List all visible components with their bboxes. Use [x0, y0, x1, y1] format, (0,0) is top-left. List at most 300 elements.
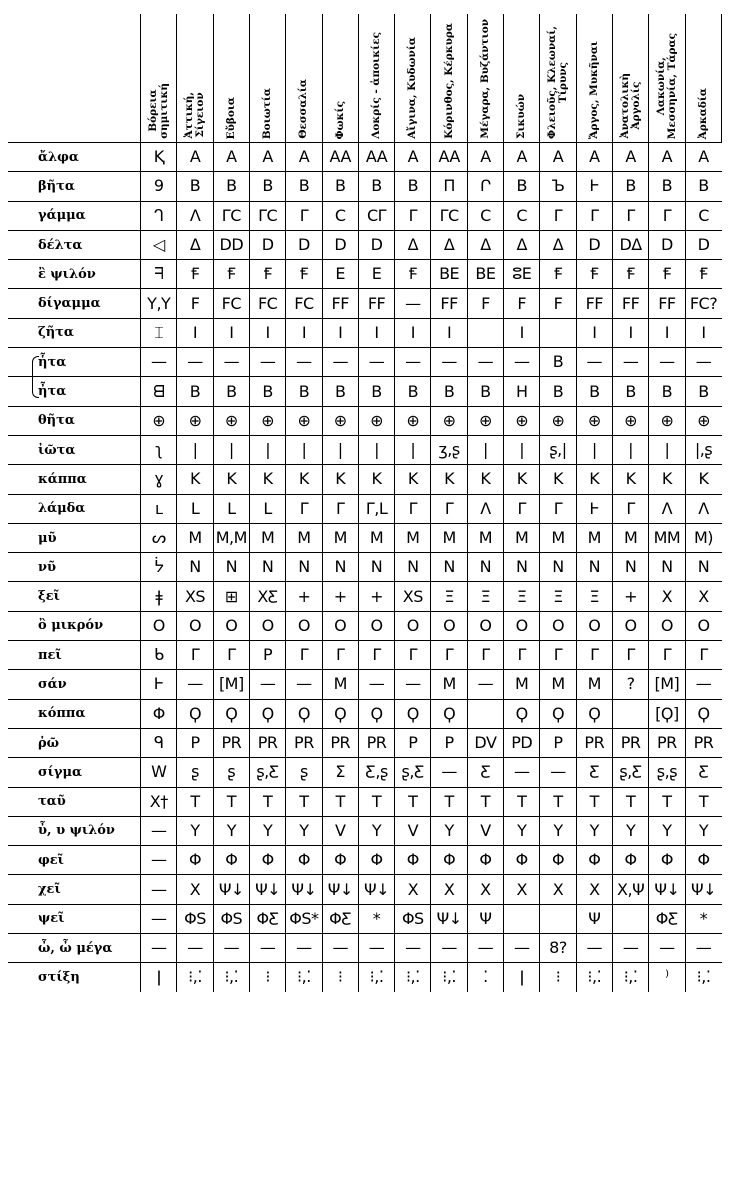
letter-cell: ᔕ: [141, 523, 177, 552]
row-label: ψεῖ: [8, 904, 141, 933]
letter-cell: P: [540, 728, 576, 757]
letter-cell: ΦS: [213, 904, 249, 933]
letter-cell: O: [576, 611, 612, 640]
column-header-text: Βοιωτία: [261, 87, 274, 139]
letter-cell: Π: [431, 172, 467, 201]
letter-cell: P: [177, 728, 213, 757]
letter-cell: L: [213, 494, 249, 523]
letter-cell: X†: [141, 787, 177, 816]
column-header: [685, 14, 721, 143]
letter-cell: Φ: [649, 846, 685, 875]
table-row: [8, 963, 722, 992]
letter-cell: X: [504, 875, 540, 904]
letter-cell: [Ϙ]: [649, 699, 685, 728]
letter-cell: Ꞙ: [177, 260, 213, 289]
letter-cell: N: [540, 553, 576, 582]
letter-cell: B: [249, 172, 285, 201]
table-row: [8, 553, 722, 582]
brace-icon: [32, 376, 39, 397]
letter-cell: L: [249, 494, 285, 523]
letter-cell: I: [358, 318, 394, 347]
letter-cell: 8?: [540, 934, 576, 963]
letter-cell: T: [358, 787, 394, 816]
letter-cell: Γ: [649, 641, 685, 670]
letter-cell: +: [322, 582, 358, 611]
letter-cell: Λ: [685, 494, 721, 523]
letter-cell: Ϙ: [213, 699, 249, 728]
letter-cell: PR: [213, 728, 249, 757]
letter-cell: AA: [322, 143, 358, 172]
letter-cell: Φ: [431, 846, 467, 875]
letter-cell: Ϙ: [322, 699, 358, 728]
letter-cell: Ψ↓: [213, 875, 249, 904]
letter-cell: ⁝: [540, 963, 576, 992]
letter-cell: D: [685, 230, 721, 259]
letter-cell: Γ,L: [358, 494, 394, 523]
row-label: ὖ, υ ψιλόν: [8, 816, 141, 845]
letter-cell: ᒉ: [141, 201, 177, 230]
letter-cell: Y: [286, 816, 322, 845]
letter-cell: C: [504, 201, 540, 230]
letter-cell: —: [286, 670, 322, 699]
letter-cell: D: [322, 230, 358, 259]
letter-cell: B: [504, 172, 540, 201]
letter-cell: T: [649, 787, 685, 816]
letter-cell: K: [504, 465, 540, 494]
letter-cell: M: [540, 670, 576, 699]
letter-cell: —: [141, 348, 177, 377]
letter-cell: Ƹ: [685, 758, 721, 787]
letter-cell: K: [177, 465, 213, 494]
letter-cell: ⁝,⁚: [213, 963, 249, 992]
letter-cell: Δ: [467, 230, 503, 259]
letter-cell: —: [467, 670, 503, 699]
letter-cell: T: [612, 787, 648, 816]
letter-cell: X: [576, 875, 612, 904]
letter-cell: BE: [467, 260, 503, 289]
letter-cell: ΓC: [249, 201, 285, 230]
letter-cell: ⊕: [249, 406, 285, 435]
letter-cell: Ꞙ: [286, 260, 322, 289]
letter-cell: Ꞙ: [685, 260, 721, 289]
row-label: σάν: [8, 670, 141, 699]
row-label: γάμμα: [8, 201, 141, 230]
letter-cell: B: [213, 172, 249, 201]
row-label: στίξη: [38, 969, 80, 985]
letter-cell: ʂ: [177, 758, 213, 787]
letter-cell: Ͱ: [141, 670, 177, 699]
letter-cell: A: [540, 143, 576, 172]
letter-cell: ⊕: [177, 406, 213, 435]
letter-cell: I: [322, 318, 358, 347]
letter-cell: —: [213, 348, 249, 377]
letter-cell: Γ: [358, 641, 394, 670]
letter-cell: Γ: [576, 201, 612, 230]
column-header-text: Βόρεια σημιτική: [146, 83, 170, 139]
letter-cell: —: [177, 348, 213, 377]
letter-cell: F: [467, 289, 503, 318]
letter-cell: Λ: [649, 494, 685, 523]
letter-cell: ⊕: [685, 406, 721, 435]
letter-cell: Y: [249, 816, 285, 845]
letter-cell: ⊕: [431, 406, 467, 435]
letter-cell: Ր: [467, 172, 503, 201]
letter-cell: X: [649, 582, 685, 611]
letter-cell: |: [576, 435, 612, 464]
letter-cell: FC: [249, 289, 285, 318]
letter-cell: I: [213, 318, 249, 347]
letter-cell: B: [612, 377, 648, 406]
letter-cell: [504, 904, 540, 933]
letter-cell: ΦS: [395, 904, 431, 933]
column-header-text: Ἀττική, Σίγειον: [183, 92, 207, 139]
letter-cell: M: [322, 670, 358, 699]
letter-cell: N: [504, 553, 540, 582]
letter-cell: Δ: [177, 230, 213, 259]
letter-cell: K: [467, 465, 503, 494]
letter-cell: Γ: [395, 641, 431, 670]
letter-cell: Γ: [213, 641, 249, 670]
letter-cell: —: [612, 934, 648, 963]
column-header-text: Λακωνία, Μεσσηνία, Τάρας: [654, 32, 678, 139]
letter-cell: F: [540, 289, 576, 318]
table-row: [8, 377, 722, 406]
letter-cell: A: [576, 143, 612, 172]
letter-cell: ΦS: [177, 904, 213, 933]
row-label: δίγαμμα: [8, 289, 141, 318]
row-label: ἦτα: [8, 377, 141, 406]
letter-cell: —: [395, 934, 431, 963]
letter-cell: Λ: [177, 201, 213, 230]
letter-cell: Ξ: [467, 582, 503, 611]
letter-cell: Φ: [540, 846, 576, 875]
letter-cell: ⊕: [612, 406, 648, 435]
letter-cell: ⁝,⁚: [286, 963, 322, 992]
letter-cell: —: [358, 348, 394, 377]
letter-cell: M: [576, 523, 612, 552]
letter-cell: ʂ,ʂ: [649, 758, 685, 787]
row-label: ταῦ: [8, 787, 141, 816]
letter-cell: PR: [649, 728, 685, 757]
letter-cell: I: [504, 318, 540, 347]
column-header-text: Εὔβοια: [224, 96, 237, 139]
letter-cell: K: [612, 465, 648, 494]
letter-cell: V: [395, 816, 431, 845]
letter-cell: —: [177, 934, 213, 963]
letter-cell: M: [576, 670, 612, 699]
letter-cell: |,ʂ: [685, 435, 721, 464]
letter-cell: —: [177, 670, 213, 699]
letter-cell: K: [395, 465, 431, 494]
letter-cell: Σ: [322, 758, 358, 787]
row-label: ἰῶτα: [8, 435, 141, 464]
letter-cell: Φ: [395, 846, 431, 875]
letter-cell: M: [540, 523, 576, 552]
row-label: λάμδα: [8, 494, 141, 523]
letter-cell: —: [467, 934, 503, 963]
letter-cell: M: [504, 523, 540, 552]
table-row: [8, 260, 722, 289]
letter-cell: ◁: [141, 230, 177, 259]
letter-cell: Ψ↓: [249, 875, 285, 904]
letter-cell: Φ: [249, 846, 285, 875]
letter-cell: T: [540, 787, 576, 816]
table-body: [8, 143, 722, 992]
letter-cell: Γ: [612, 641, 648, 670]
letter-cell: N: [576, 553, 612, 582]
letter-cell: ʂ,Ƹ: [395, 758, 431, 787]
letter-cell: ⊕: [649, 406, 685, 435]
letter-cell: Ⱪ: [141, 143, 177, 172]
letter-cell: |: [322, 435, 358, 464]
letter-cell: Ψ↓: [286, 875, 322, 904]
letter-cell: A: [249, 143, 285, 172]
letter-cell: —: [576, 934, 612, 963]
table-row: [8, 699, 722, 728]
letter-cell: Y: [685, 816, 721, 845]
letter-cell: Φ: [612, 846, 648, 875]
letter-cell: —: [431, 348, 467, 377]
letter-cell: Y: [612, 816, 648, 845]
letter-cell: Ξ: [431, 582, 467, 611]
letter-cell: M: [177, 523, 213, 552]
letter-cell: —: [141, 904, 177, 933]
letter-cell: ⁝,⁚: [576, 963, 612, 992]
letter-cell: Γ: [540, 201, 576, 230]
letter-cell: —: [467, 348, 503, 377]
letter-cell: Φ: [322, 846, 358, 875]
letter-cell: A: [286, 143, 322, 172]
letter-cell: D: [576, 230, 612, 259]
letter-cell: ʂ: [286, 758, 322, 787]
brace-icon: [32, 356, 39, 377]
letter-cell: [612, 904, 648, 933]
letter-cell: —: [322, 934, 358, 963]
letter-cell: —: [213, 934, 249, 963]
letter-cell: *: [358, 904, 394, 933]
letter-cell: X: [395, 875, 431, 904]
letter-cell: Ϙ: [286, 699, 322, 728]
letter-cell: K: [249, 465, 285, 494]
letter-cell: B: [395, 172, 431, 201]
letter-cell: O: [249, 611, 285, 640]
table-row: [8, 846, 722, 875]
letter-cell: N: [322, 553, 358, 582]
letter-cell: —: [504, 758, 540, 787]
letter-cell: —: [504, 934, 540, 963]
letter-cell: ʂ: [213, 758, 249, 787]
column-header: [540, 14, 576, 143]
letter-cell: N: [358, 553, 394, 582]
letter-cell: T: [467, 787, 503, 816]
letter-cell: Δ: [395, 230, 431, 259]
row-label: ῥῶ: [8, 728, 141, 757]
letter-cell: AA: [431, 143, 467, 172]
column-header-text: Μέγαρα, Βυζάντιον: [478, 19, 491, 139]
letter-cell: M: [358, 523, 394, 552]
letter-cell: PR: [685, 728, 721, 757]
letter-cell: FF: [358, 289, 394, 318]
letter-cell: Γ: [685, 641, 721, 670]
letter-cell: K: [358, 465, 394, 494]
letter-cell: —: [685, 348, 721, 377]
letter-cell: T: [286, 787, 322, 816]
letter-cell: K: [213, 465, 249, 494]
letter-cell: M): [685, 523, 721, 552]
letter-cell: X: [431, 875, 467, 904]
header-row: [8, 14, 722, 143]
letter-cell: ᔮ: [141, 553, 177, 582]
table-row: [8, 787, 722, 816]
row-label: χεῖ: [8, 875, 141, 904]
table-row: [8, 641, 722, 670]
letter-cell: ⁝,⁚: [612, 963, 648, 992]
letter-cell: O: [612, 611, 648, 640]
letter-cell: Γ: [395, 494, 431, 523]
letter-cell: N: [649, 553, 685, 582]
letter-cell: Ϙ: [685, 699, 721, 728]
letter-cell: —: [395, 289, 431, 318]
table-row: [8, 728, 722, 757]
column-header: [177, 14, 213, 143]
table-row: [8, 406, 722, 435]
letter-cell: DV: [467, 728, 503, 757]
letter-cell: I: [177, 318, 213, 347]
letter-cell: D: [358, 230, 394, 259]
letter-cell: T: [504, 787, 540, 816]
letter-cell: Ψ: [467, 904, 503, 933]
table-row: [8, 904, 722, 933]
letter-cell: AA: [358, 143, 394, 172]
letter-cell: K: [685, 465, 721, 494]
letter-cell: V: [322, 816, 358, 845]
letter-cell: T: [249, 787, 285, 816]
letter-cell: M: [395, 523, 431, 552]
letter-cell: ⊕: [286, 406, 322, 435]
column-header: [395, 14, 431, 143]
letter-cell: L: [177, 494, 213, 523]
letter-cell: B: [685, 377, 721, 406]
letter-cell: —: [141, 934, 177, 963]
letter-cell: Γ: [612, 494, 648, 523]
letter-cell: ΓC: [431, 201, 467, 230]
letter-cell: K: [286, 465, 322, 494]
column-header: [249, 14, 285, 143]
letter-cell: FF: [322, 289, 358, 318]
letter-cell: ᑲ: [141, 641, 177, 670]
letter-cell: |: [395, 435, 431, 464]
letter-cell: ʅ: [141, 435, 177, 464]
letter-cell: N: [177, 553, 213, 582]
letter-cell: B: [177, 172, 213, 201]
letter-cell: Ƹ: [576, 758, 612, 787]
letter-cell: I: [612, 318, 648, 347]
header-corner: [8, 14, 141, 143]
letter-cell: B: [540, 348, 576, 377]
alphabet-table-container: [8, 14, 722, 992]
letter-cell: ΦƸ: [249, 904, 285, 933]
letter-cell: —: [649, 348, 685, 377]
letter-cell: —: [141, 816, 177, 845]
letter-cell: |: [358, 435, 394, 464]
table-row: [8, 289, 722, 318]
letter-cell: Δ: [504, 230, 540, 259]
row-label: ἒ ψιλόν: [8, 260, 141, 289]
alphabet-table: [8, 14, 722, 992]
column-header: [358, 14, 394, 143]
table-row: [8, 494, 722, 523]
letter-cell: Ͱ: [576, 172, 612, 201]
letter-cell: Γ: [540, 494, 576, 523]
letter-cell: [467, 318, 503, 347]
row-label: θῆτα: [8, 406, 141, 435]
letter-cell: Γ: [540, 641, 576, 670]
letter-cell: B: [249, 377, 285, 406]
letter-cell: B: [286, 172, 322, 201]
letter-cell: [540, 904, 576, 933]
letter-cell: Ъ: [540, 172, 576, 201]
row-label: σίγμα: [8, 758, 141, 787]
letter-cell: —: [431, 934, 467, 963]
letter-cell: A: [395, 143, 431, 172]
row-label: ζῆτα: [8, 318, 141, 347]
letter-cell: FF: [576, 289, 612, 318]
letter-cell: B: [358, 172, 394, 201]
letter-cell: ΦƸ: [649, 904, 685, 933]
column-header: [576, 14, 612, 143]
letter-cell: K: [576, 465, 612, 494]
letter-cell: PR: [612, 728, 648, 757]
letter-cell: Γ: [504, 494, 540, 523]
letter-cell: Γ: [322, 641, 358, 670]
letter-cell: MM: [649, 523, 685, 552]
letter-cell: E: [322, 260, 358, 289]
letter-cell: B: [649, 172, 685, 201]
letter-cell: DΔ: [612, 230, 648, 259]
letter-cell: Ψ↓: [685, 875, 721, 904]
letter-cell: N: [467, 553, 503, 582]
letter-cell: Ꞙ: [213, 260, 249, 289]
column-header-text: Σικυών: [515, 94, 528, 139]
column-header: [612, 14, 648, 143]
letter-cell: T: [431, 787, 467, 816]
letter-cell: PR: [576, 728, 612, 757]
letter-cell: A: [649, 143, 685, 172]
letter-cell: Φ: [467, 846, 503, 875]
letter-cell: X: [685, 582, 721, 611]
letter-cell: I: [649, 318, 685, 347]
table-row: [8, 875, 722, 904]
letter-cell: |: [249, 435, 285, 464]
letter-cell: Γ: [177, 641, 213, 670]
letter-cell: Ͱ: [576, 494, 612, 523]
letter-cell: Γ: [395, 201, 431, 230]
table-row: [8, 172, 722, 201]
letter-cell: O: [358, 611, 394, 640]
letter-cell: —: [685, 934, 721, 963]
letter-cell: I: [431, 318, 467, 347]
letter-cell: D: [649, 230, 685, 259]
letter-cell: ⊕: [540, 406, 576, 435]
letter-cell: Ƹ: [467, 758, 503, 787]
letter-cell: BE: [431, 260, 467, 289]
letter-cell: Ψ↓: [431, 904, 467, 933]
letter-cell: B: [576, 377, 612, 406]
letter-cell: FC?: [685, 289, 721, 318]
letter-cell: Ψ↓: [358, 875, 394, 904]
table-row: [8, 934, 722, 963]
letter-cell: D: [249, 230, 285, 259]
